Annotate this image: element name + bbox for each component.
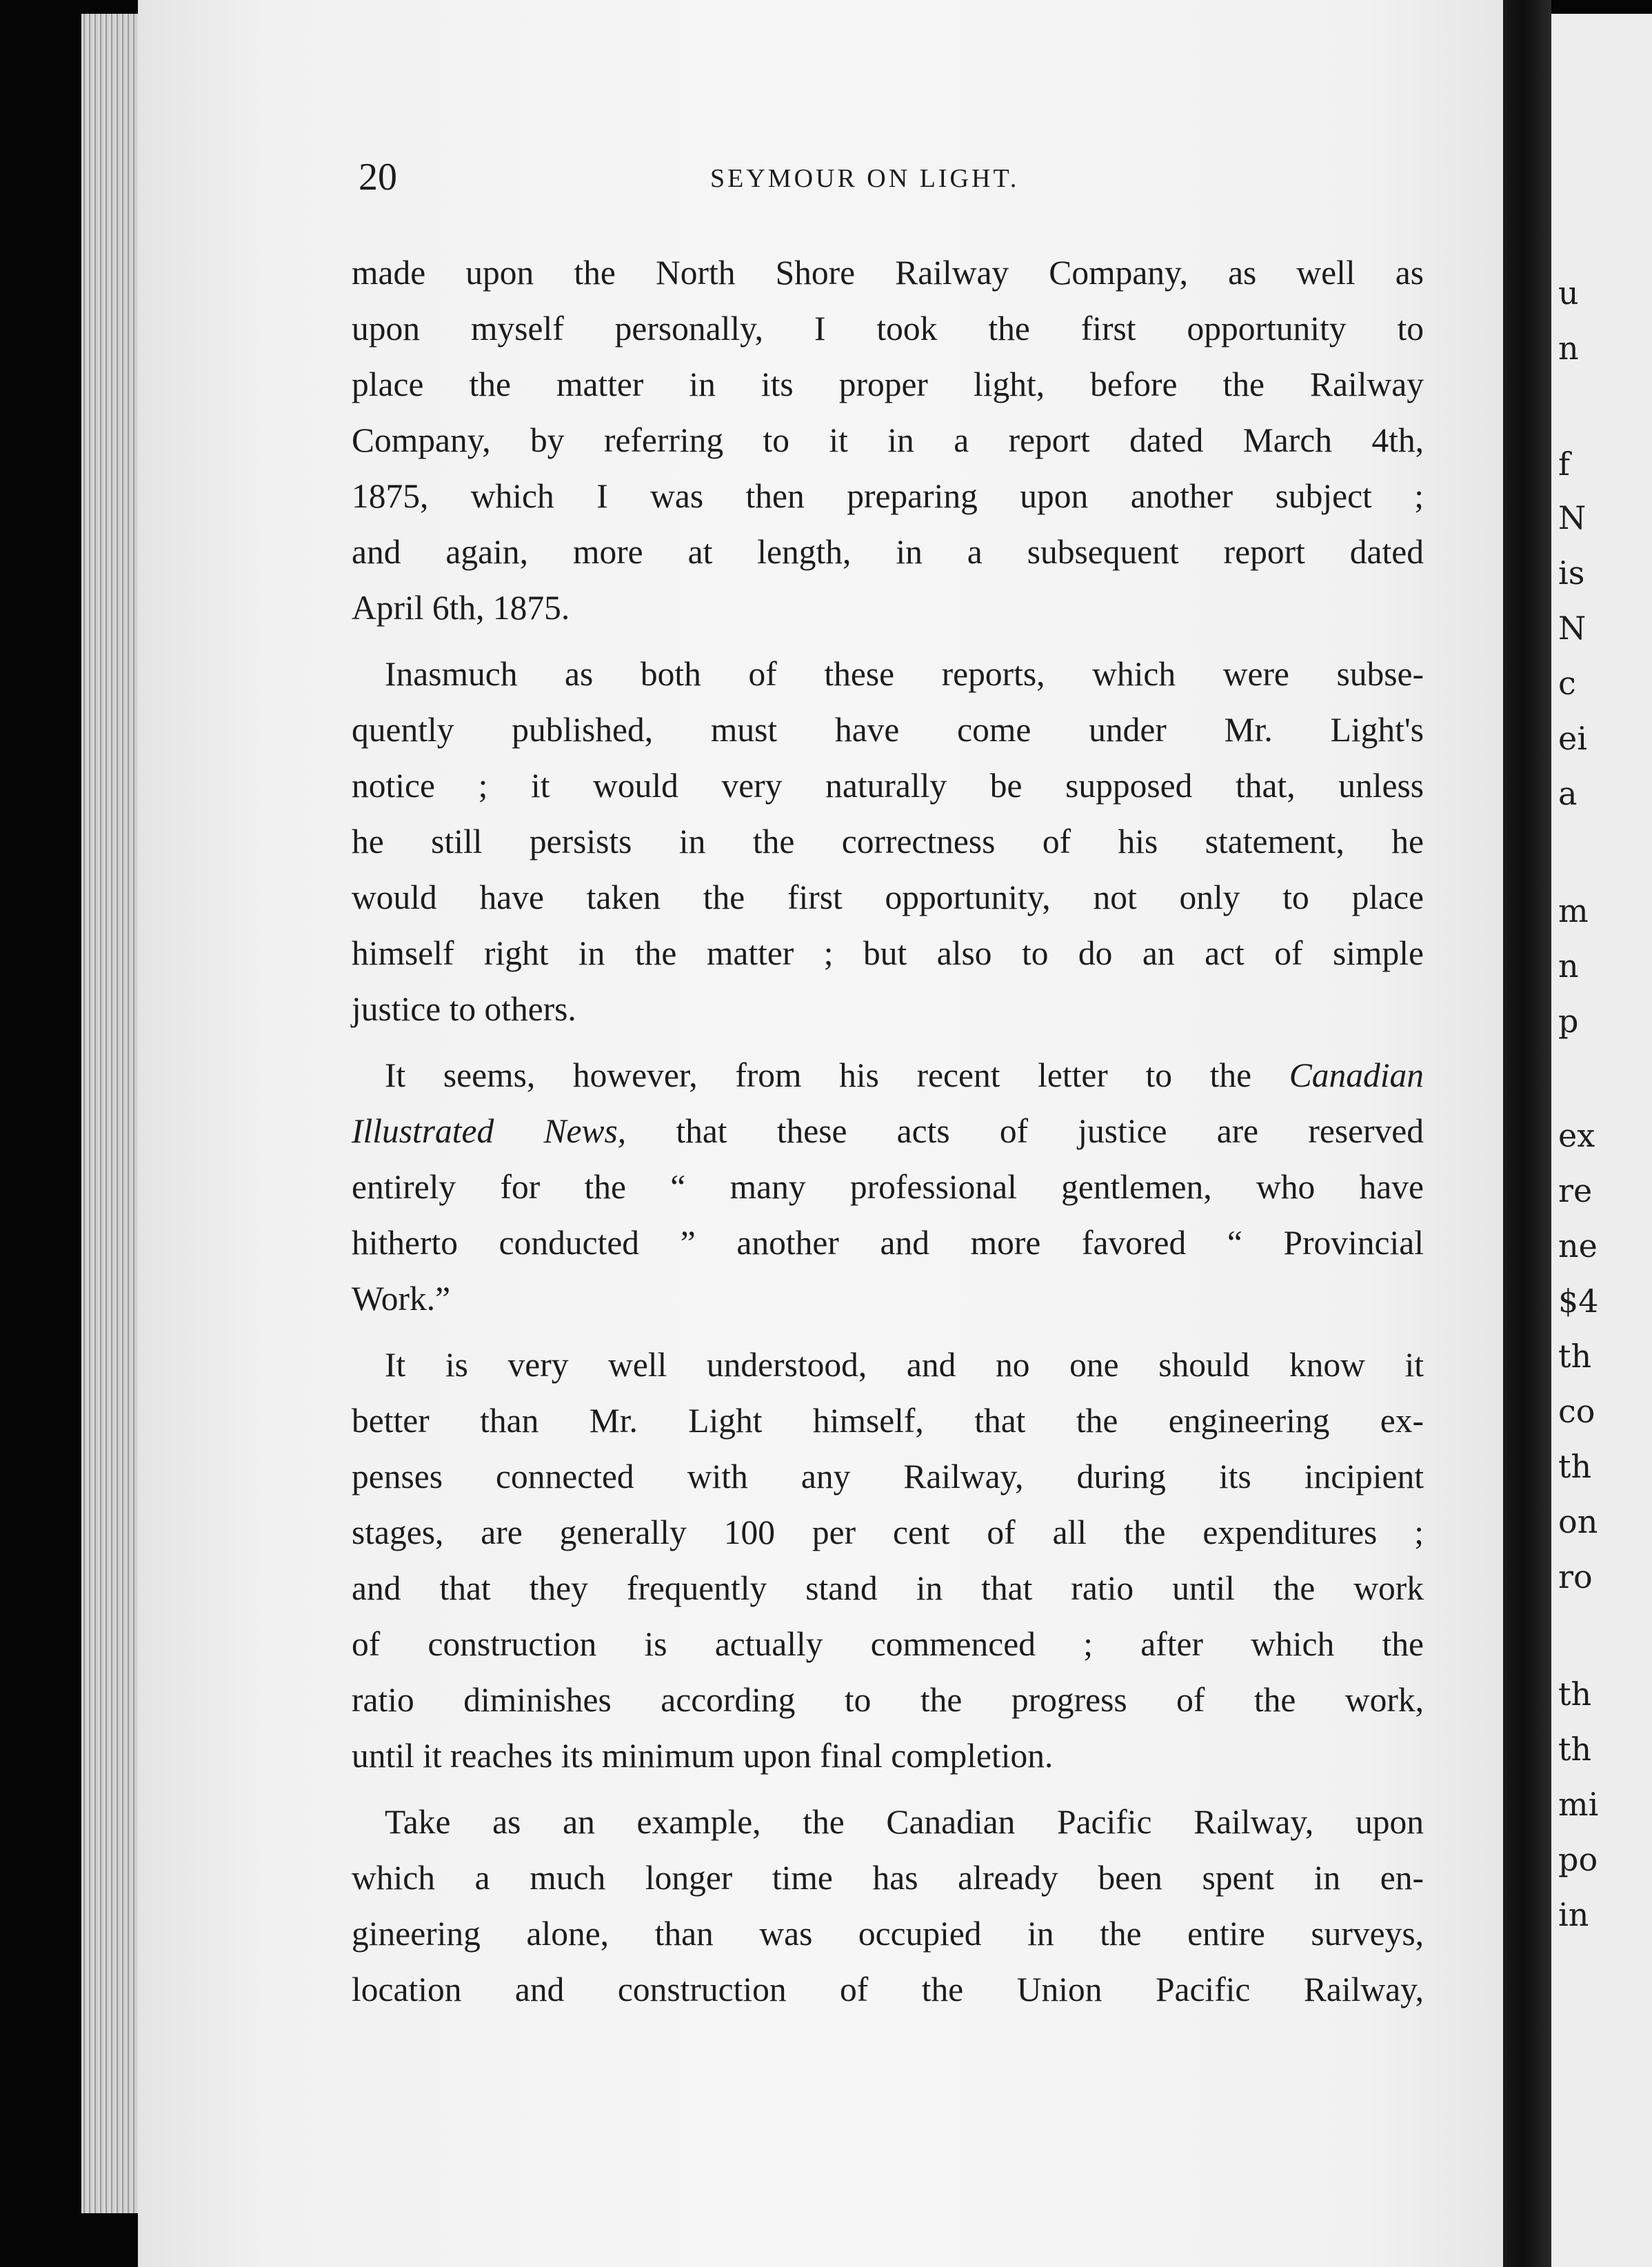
text-line: made upon the North Shore Railway Company, as well as <box>352 254 1424 292</box>
text-line: It is very well understood, and no one should know it <box>385 1346 1424 1384</box>
facing-fragment: m <box>1558 892 1589 929</box>
text-line: would have taken the first opportunity, not only to place <box>352 878 1424 916</box>
text-line: and again, more at length, in a subsequent report dated <box>352 533 1424 571</box>
text-run: It seems, however, from his recent letter to the <box>385 1056 1289 1094</box>
text-line: notice ; it would very naturally be supposed that, unless <box>352 767 1424 805</box>
italic-title: Canadian <box>1289 1056 1424 1094</box>
facing-fragment: N <box>1558 499 1586 536</box>
running-head: SEYMOUR ON LIGHT. <box>710 164 1020 193</box>
facing-fragment: th <box>1558 1731 1592 1768</box>
facing-fragment: ne <box>1558 1227 1598 1265</box>
paragraph <box>352 646 1424 1037</box>
facing-fragment: n <box>1558 947 1579 985</box>
facing-fragment: po <box>1558 1841 1598 1878</box>
book-gutter <box>1503 0 1551 2267</box>
facing-fragment: co <box>1558 1393 1595 1430</box>
text-line: 1875, which I was then preparing upon another subject ; <box>352 477 1424 515</box>
facing-fragment: c <box>1558 665 1576 702</box>
text-line: Inasmuch as both of these reports, which were subse- <box>385 655 1424 693</box>
facing-fragment: in <box>1558 1896 1589 1933</box>
facing-page-edge <box>1551 14 1652 2267</box>
page-number: 20 <box>359 156 397 199</box>
facing-fragment: ro <box>1558 1558 1593 1595</box>
text-line: quently published, must have come under Mr. Light's <box>352 711 1424 749</box>
text-line: until it reaches its minimum upon final completion. <box>352 1737 1054 1775</box>
facing-fragment: $4 <box>1558 1282 1599 1320</box>
facing-fragment: is <box>1558 554 1585 592</box>
text-line: and that they frequently stand in that ratio until the work <box>352 1569 1424 1607</box>
facing-fragment: n <box>1558 330 1579 367</box>
text-line: penses connected with any Railway, during its incipient <box>352 1458 1424 1495</box>
italic-title: Illustrated News, <box>352 1112 627 1150</box>
facing-fragment: ei <box>1558 720 1587 757</box>
paragraph <box>352 1337 1424 1784</box>
facing-fragment: f <box>1558 445 1571 483</box>
facing-fragment: u <box>1558 274 1579 312</box>
text-line <box>352 1103 1424 1159</box>
text-line: place the matter in its proper light, before the Railway <box>352 365 1424 403</box>
facing-fragment: th <box>1558 1675 1592 1713</box>
text-line: location and construction of the Union Pacific Railway, <box>352 1971 1424 2008</box>
facing-fragment: ex <box>1558 1117 1595 1154</box>
text-line: Take as an example, the Canadian Pacific Railway, upon <box>385 1803 1424 1841</box>
text-line: of construction is actually commenced ; after which the <box>352 1625 1424 1663</box>
facing-fragment: th <box>1558 1338 1592 1375</box>
facing-fragment: th <box>1558 1448 1592 1485</box>
paragraph <box>352 245 1424 636</box>
paragraph <box>352 1047 1424 1327</box>
paragraph <box>352 1794 1424 2017</box>
facing-fragment: re <box>1558 1172 1593 1209</box>
text-line: justice to others. <box>352 990 576 1028</box>
text-line: ratio diminishes according to the progress of the work, <box>352 1681 1424 1719</box>
page-header <box>0 155 1652 203</box>
text-line: better than Mr. Light himself, that the engineering ex- <box>352 1402 1424 1440</box>
text-line: hitherto conducted ” another and more favored “ Provincial <box>352 1224 1424 1262</box>
text-line: April 6th, 1875. <box>352 589 570 627</box>
text-line: he still persists in the correctness of his statement, he <box>352 823 1424 860</box>
text-line: entirely for the “ many professional gentlemen, who have <box>352 1168 1424 1206</box>
text-line: stages, are generally 100 per cent of all the expenditures ; <box>352 1513 1424 1551</box>
text-run: that these acts of justice are reserved <box>626 1112 1424 1150</box>
text-line: Work.” <box>352 1280 451 1318</box>
facing-fragment: p <box>1558 1002 1579 1040</box>
text-line: which a much longer time has already been spent in en- <box>352 1859 1424 1897</box>
facing-fragment: a <box>1558 775 1578 812</box>
facing-fragment: mi <box>1558 1786 1599 1823</box>
body-text <box>352 245 1424 2017</box>
text-line <box>352 1047 1424 1103</box>
facing-fragment: on <box>1558 1503 1598 1540</box>
facing-fragment: N <box>1558 609 1586 647</box>
text-line: upon myself personally, I took the first opportunity to <box>352 310 1424 347</box>
text-line: gineering alone, than was occupied in the entire surveys, <box>352 1915 1424 1953</box>
text-line: himself right in the matter ; but also to do an act of simple <box>352 934 1424 972</box>
text-line: Company, by referring to it in a report dated March 4th, <box>352 421 1424 459</box>
